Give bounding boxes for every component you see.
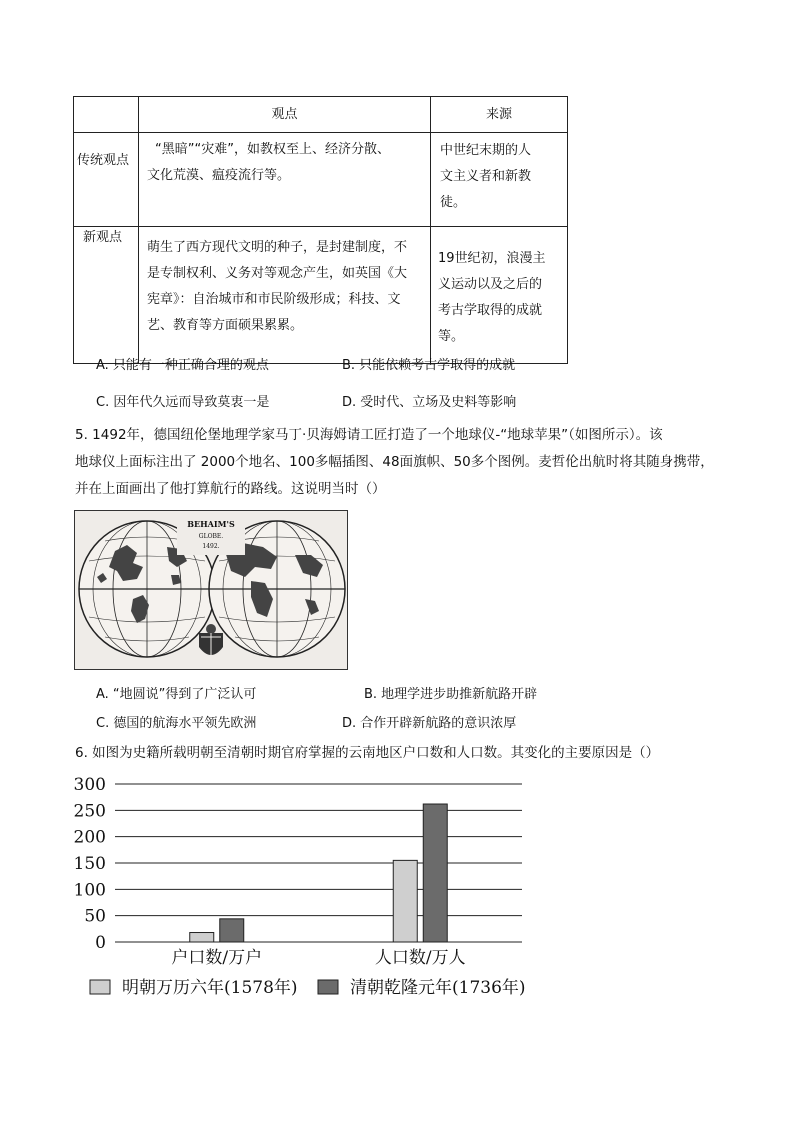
q4-option-a[interactable]: A. 只能有一种正确合理的观点	[96, 358, 269, 373]
bar	[423, 804, 447, 942]
q5-option-c[interactable]: C. 德国的航海水平领先欧洲	[96, 716, 257, 731]
source-line: 等。	[438, 329, 465, 344]
viewpoints-table	[73, 96, 568, 364]
legend-label: 明朝万历六年(1578年)	[122, 978, 298, 998]
view-line: 艺、教育等方面硕果累累。	[147, 318, 304, 333]
source-line: 徒。	[440, 195, 467, 210]
q4-option-d[interactable]: D. 受时代、立场及史料等影响	[342, 395, 517, 410]
y-tick-label: 250	[73, 801, 106, 822]
source-text-traditional	[432, 134, 566, 216]
q5-option-a[interactable]: A. “地圆说”得到了广泛认可	[96, 687, 257, 702]
x-category-label: 户口数/万户	[171, 948, 263, 968]
y-tick-label: 200	[73, 827, 106, 848]
y-tick-label: 0	[95, 933, 106, 953]
population-bar-chart	[70, 770, 540, 1005]
globe-illustration	[75, 511, 347, 669]
table-row	[74, 227, 568, 364]
bar	[190, 933, 214, 942]
q5-stem-line: 地球仪上面标注出了 2000个地名、100多幅插图、48面旗帜、50多个图例。麦哲伦出航时将其随身携带，	[75, 454, 714, 470]
q5-stem	[75, 422, 714, 503]
bar	[393, 860, 417, 942]
behaim-globe-figure	[74, 510, 348, 670]
source-line: 中世纪末期的人	[440, 143, 532, 158]
q5-stem-line: 5. 1492年，德国纽伦堡地理学家马丁·贝海姆请工匠打造了一个地球仪-“地球苹果”（如图所示）。该	[75, 427, 663, 443]
view-line: 萌生了西方现代文明的种子，是封建制度，不	[147, 240, 408, 255]
source-line: 19世纪初，浪漫主	[438, 251, 546, 266]
view-line: 文化荒漠、瘟疫流行等。	[147, 168, 291, 183]
source-line: 义运动以及之后的	[438, 277, 543, 292]
bar	[220, 919, 244, 942]
q5-option-d[interactable]: D. 合作开辟新航路的意识浓厚	[342, 716, 517, 731]
header-cell-empty	[74, 97, 139, 133]
header-cell-source: 来源	[431, 97, 568, 133]
view-line: 宪章》：自治城市和市民阶级形成；科技、文	[147, 292, 401, 307]
view-line: “黑暗”“灾难”，如教权至上、经济分散、	[155, 142, 390, 157]
y-tick-label: 100	[73, 880, 106, 901]
legend-label: 清朝乾隆元年(1736年)	[350, 978, 526, 998]
q4-option-c[interactable]: C. 因年代久远而导致莫衷一是	[96, 395, 270, 410]
source-line: 考古学取得的成就	[438, 303, 543, 318]
q5-stem-line: 并在上面画出了他打算航行的路线。这说明当时（）	[75, 481, 386, 497]
q4-option-b[interactable]: B. 只能依赖考古学取得的成就	[342, 358, 516, 373]
source-line: 文主义者和新教	[440, 169, 532, 184]
row-label-traditional: 传统观点	[77, 153, 130, 168]
y-tick-label: 300	[73, 775, 106, 795]
source-text-new	[432, 228, 566, 350]
q5-option-b[interactable]: B. 地理学进步助推新航路开辟	[364, 687, 538, 702]
row-label-new: 新观点	[83, 230, 123, 245]
header-cell-view: 观点	[139, 97, 431, 133]
legend-swatch	[90, 980, 110, 994]
table-row	[74, 133, 568, 227]
globe-title-line-2: GLOBE.	[198, 533, 224, 540]
q6-stem: 6. 如图为史籍所载明朝至清朝时期官府掌握的云南地区户口数和人口数。其变化的主要原因是（）	[75, 745, 660, 761]
legend-swatch	[318, 980, 338, 994]
y-tick-label: 150	[73, 854, 106, 874]
globe-title-line-3: 1492.	[202, 543, 220, 550]
y-tick-label: 50	[84, 906, 106, 927]
table-header-row	[74, 97, 568, 133]
x-category-label: 人口数/万人	[374, 948, 466, 968]
view-line: 是专制权利、义务对等观念产生，如英国《大	[147, 266, 408, 281]
globe-title-line-1: BEHAIM'S	[187, 519, 235, 529]
